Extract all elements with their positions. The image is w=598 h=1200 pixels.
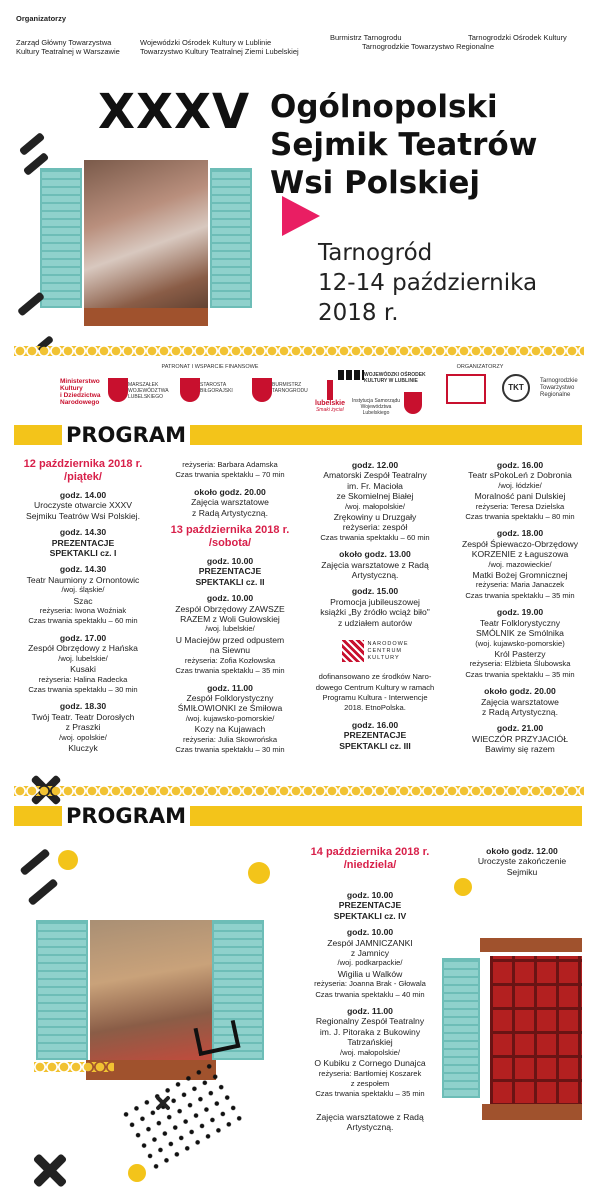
- event-time: godz. 10.00: [346, 890, 394, 900]
- event-line: Zajęcia warsztatowe z Radą: [316, 1111, 424, 1122]
- event-line: Kluczyk: [68, 742, 98, 753]
- event-line: SPEKTAKLI cz. III: [339, 740, 411, 751]
- x-mark-icon-2: [154, 1094, 172, 1112]
- yellow-dot-2: [248, 862, 270, 884]
- event-time: godz. 18.30: [59, 701, 107, 712]
- event-line: Czas trwania spektaklu – 80 min: [465, 512, 575, 522]
- left-shutter: [40, 168, 82, 308]
- tok-logo-icon: [446, 374, 486, 404]
- yellow-dot-3: [454, 878, 472, 896]
- event-line: Regionalny Zespół Teatralny: [315, 1016, 425, 1027]
- event-line: PREZENTACJE: [338, 900, 402, 911]
- event-line: /woj. lubelskie/: [58, 653, 108, 663]
- event-line: Uroczyste otwarcie XXXV: [34, 500, 132, 511]
- funding-line: dowego Centrum Kultury w ramach: [315, 682, 435, 692]
- event-line: (woj. kujawsko-pomorskie): [475, 638, 565, 648]
- event-line: Moralność pani Dulskiej: [474, 491, 566, 502]
- event-time: godz. 21.00: [496, 723, 544, 734]
- event-line: O Kubiku z Cornego Dunajca: [314, 1058, 426, 1069]
- event-time: około godz. 13.00: [339, 549, 411, 560]
- lubelskie-logo: [312, 380, 348, 413]
- event-line: /woj. śląskie/: [61, 585, 105, 595]
- event-line: /woj. kujawsko-pomorskie/: [185, 713, 275, 723]
- event-line: PREZENTACJE: [198, 566, 262, 577]
- organizers-short-label: ORGANIZATORZY: [456, 364, 504, 370]
- event-line: Zespół Obrzędowy z Hańska: [28, 643, 138, 654]
- side-shutter: [442, 958, 480, 1098]
- left-shutter-2: [36, 920, 88, 1060]
- flower-box-3: [482, 1104, 582, 1120]
- tkt-logo: TKT: [502, 374, 530, 402]
- lubelskie-tagline: Smaki życia!: [315, 407, 345, 413]
- event-time: godz. 18.00: [496, 528, 544, 539]
- program2-colA: [290, 846, 450, 1133]
- event-line: Promocja jubileuszowej: [330, 596, 420, 607]
- decor-dash-6: [27, 878, 58, 906]
- event-line: Czas trwania spektaklu – 60 min: [28, 616, 138, 626]
- event-time: godz. 14.30: [59, 527, 107, 538]
- event-line: Kozy na Kujawach: [194, 724, 266, 735]
- program1-col3: [302, 460, 448, 751]
- event-line: Artystyczną.: [346, 1122, 394, 1133]
- starosta-crest-icon: [180, 378, 200, 402]
- yellow-dot-4: [128, 1164, 146, 1182]
- event-line: reżyseria: Zofia Kozłowska: [184, 655, 276, 665]
- ministry-line-4: Narodowego: [60, 399, 100, 406]
- event-time: godz. 11.00: [347, 1006, 393, 1017]
- event-time: godz. 14.30: [59, 564, 107, 575]
- event-time: godz. 12.00: [351, 460, 399, 470]
- event-line: reżyseria: Barbara Adamska: [182, 460, 278, 469]
- event-line: Szac: [73, 595, 93, 606]
- event-line: Matki Bożej Gromnicznej: [472, 570, 568, 581]
- title-line-2: Sejmik Teatrów: [270, 127, 538, 163]
- patronage-label: PATRONAT I WSPARCIE FINANSOWE: [161, 364, 259, 370]
- event-line: z Jamnicy: [350, 948, 390, 959]
- right-shutter: [210, 168, 252, 308]
- event-line: im. Fr. Macioła: [347, 480, 403, 491]
- event-line: z Radą Artystyczną.: [482, 706, 558, 717]
- program2-colB: [452, 846, 592, 877]
- event-line: z zespołem: [350, 1078, 390, 1088]
- weekday-sunday: /niedziela/: [343, 859, 397, 871]
- nck-logo: [302, 640, 448, 662]
- wave-fragment: [34, 1062, 114, 1072]
- event-line: U Maciejów przed odpustem: [175, 634, 285, 645]
- event-line: Zajęcia warsztatowe: [481, 696, 559, 707]
- instytucja-label: Instytucja Samorządu Województwa Lubelskiego: [351, 398, 401, 416]
- festival-place: Tarnogród: [318, 240, 433, 266]
- program1-col1: [10, 458, 156, 753]
- event-line: /woj. mazowieckie/: [488, 559, 552, 569]
- event-line: reżyseria: Julia Skowrońska: [182, 734, 278, 744]
- red-window-panes: [490, 956, 582, 1106]
- event-line: Bawimy się razem: [485, 744, 555, 755]
- organizer-3-line1: Burmistrz Tarnogrodu: [330, 33, 402, 42]
- event-time: godz. 16.00: [496, 460, 544, 470]
- event-line: Zajęcia warsztatowe: [191, 497, 269, 508]
- event-time: godz. 10.00: [206, 593, 254, 604]
- event-line: Czas trwania spektaklu – 30 min: [28, 684, 138, 694]
- event-line: Zespół Folklorystyczny: [186, 692, 274, 703]
- mayor-label: BURMISTRZ TARNOGRODU: [272, 382, 308, 394]
- program2-heading: PROGRAM: [62, 804, 190, 828]
- event-time: godz. 17.00: [59, 632, 107, 643]
- event-line: reżyseria: Elżbieta Ślubowska: [469, 659, 571, 669]
- event-time: godz. 15.00: [351, 586, 399, 597]
- event-line: SPEKTAKLI cz. IV: [333, 910, 407, 921]
- event-line: na Siewnu: [209, 645, 251, 656]
- event-line: Czas trwania spektaklu – 35 min: [465, 590, 575, 600]
- organizer-2-line2: Towarzystwo Kultury Teatralnej Ziemi Lubelskiej: [140, 47, 299, 56]
- event-time: godz. 10.00: [346, 927, 394, 938]
- organizer-1-line2: Kultury Teatralnej w Warszawie: [16, 47, 120, 56]
- funding-line: Programu Kultura - Interwencje: [322, 692, 428, 702]
- event-time: około godz. 20.00: [194, 486, 266, 497]
- day-saturday: 13 października 2018 r.: [170, 524, 290, 537]
- funding-line: 2018. EtnoPolska.: [344, 703, 406, 713]
- nck-line-1: NARODOWE: [367, 640, 409, 647]
- event-line: /woj. małopolskie/: [340, 1047, 400, 1057]
- event-line: Teatr Naumiony z Ornontowic: [26, 574, 140, 585]
- event-line: Zespół JAMNICZANKI: [327, 937, 413, 948]
- program2-window-image-2: [442, 938, 582, 1128]
- event-line: PREZENTACJE: [51, 537, 115, 548]
- organizers-label: Organizatorzy: [16, 14, 67, 23]
- event-line: Czas trwania spektaklu – 30 min: [175, 744, 285, 754]
- event-line: reżyseria: zespół: [342, 522, 408, 533]
- day-sunday: 14 października 2018 r.: [310, 846, 430, 858]
- event-line: ŚMIŁOWIONKI ze Śmiłowa: [177, 703, 283, 714]
- event-line: RAZEM z Woli Gułowskiej: [180, 614, 280, 625]
- lubelskie-mark: [327, 380, 333, 400]
- flower-box: [84, 308, 208, 326]
- event-time: godz. 16.00: [351, 719, 399, 730]
- event-time: godz. 10.00: [206, 556, 254, 567]
- ministry-line-2: Kultury: [60, 385, 83, 392]
- yellow-dot-1: [58, 850, 78, 870]
- dancers-photo: [84, 160, 208, 316]
- event-line: reżyseria: Iwona Woźniak: [39, 606, 127, 616]
- nck-logo-icon: [342, 640, 364, 662]
- event-time: godz. 14.00: [59, 490, 107, 500]
- organizer-1-line1: Zarząd Główny Towarzystwa: [16, 38, 112, 47]
- event-line: z Radą Artystyczną.: [192, 507, 268, 518]
- region-crest-icon: [404, 392, 422, 414]
- event-line: Czas trwania spektaklu – 35 min: [465, 669, 575, 679]
- lubelskie-text: lubelskie: [315, 400, 345, 407]
- event-line: reżyseria: Bartłomiej Koszarek: [318, 1068, 422, 1078]
- ministry-logo: [60, 378, 100, 406]
- event-line: Czas trwania spektaklu – 40 min: [315, 989, 425, 999]
- event-line: ze Skomielnej Białej: [336, 491, 414, 502]
- program1-heading: PROGRAM: [62, 423, 190, 447]
- event-line: Twój Teatr. Teatr Dorosłych: [31, 711, 135, 722]
- ttr-line-2: Towarzystwo: [540, 385, 575, 391]
- festival-dates: 12-14 października: [318, 270, 538, 296]
- ttr-line-3: Regionalne: [540, 392, 571, 398]
- title-line-1: Ogólnopolski: [270, 89, 498, 125]
- event-line: Tatrzańskiej: [347, 1037, 393, 1048]
- funding-line: dofinansowano ze środków Naro-: [318, 672, 432, 682]
- event-line: reżyseria: Maria Janaczek: [475, 580, 565, 590]
- marshal-crest-icon: [108, 378, 128, 402]
- organizer-2: [140, 38, 299, 56]
- event-line: /woj. łódzkie/: [498, 480, 542, 490]
- festival-title: [270, 88, 537, 202]
- event-line: Czas trwania spektaklu – 35 min: [175, 666, 285, 676]
- play-triangle: [282, 196, 320, 236]
- event-line: Artystyczną.: [351, 570, 399, 581]
- event-line: książki „By źródło wciąż biło": [320, 607, 430, 618]
- wok-logo-icon: [338, 370, 364, 380]
- weekday-saturday: /sobota/: [208, 537, 252, 550]
- ttr-label: [540, 378, 578, 399]
- event-line: Amatorski Zespół Teatralny: [323, 470, 427, 481]
- program1-col4: [446, 460, 594, 755]
- program1-col2: [156, 460, 304, 755]
- event-time: około godz. 12.00: [486, 846, 558, 856]
- weekday-friday: /piątek/: [64, 471, 102, 483]
- event-line: reżyseria: Halina Radecka: [38, 674, 128, 684]
- event-line: Wigilia u Walków: [337, 968, 403, 979]
- ministry-line-3: i Dziedzictwa: [60, 392, 101, 399]
- header-window-image: [40, 150, 250, 320]
- event-line: Teatr Folklorystyczny: [479, 617, 561, 628]
- nck-line-2: CENTRUM: [367, 647, 402, 654]
- event-line: SPEKTAKLI cz. II: [195, 576, 265, 587]
- organizer-3-line2: Tarnogrodzkie Towarzystwo Regionalne: [362, 42, 495, 51]
- festival-place-date: [318, 238, 537, 328]
- event-line: Zespół Śpiewaczo-Obrzędowy: [461, 538, 579, 549]
- event-line: reżyseria: Joanna Brak - Głowala: [314, 979, 426, 989]
- ministry-line-1: Ministerstwo: [60, 378, 100, 385]
- program2-window-image: [36, 920, 266, 1080]
- event-line: PREZENTACJE: [343, 730, 407, 741]
- day-friday: 12 października 2018 r.: [23, 458, 143, 470]
- organizer-2-line1: Wojewódzki Ośrodek Kultury w Lublinie: [140, 38, 272, 47]
- starosta-label: STAROSTA BIŁGORAJSKI: [200, 382, 233, 394]
- event-line: Zrękowiny u Druzgały: [333, 512, 417, 523]
- event-line: Czas trwania spektaklu – 70 min: [175, 470, 285, 480]
- event-line: Kusaki: [70, 664, 96, 675]
- event-line: /woj. opolskie/: [59, 732, 107, 742]
- event-line: /woj. podkarpackie/: [337, 958, 403, 968]
- yellow-wave-divider-2: [14, 786, 584, 796]
- x-mark-icon-3: [30, 1150, 70, 1190]
- event-line: Czas trwania spektaklu – 35 min: [315, 1089, 425, 1099]
- event-line: /woj. małopolskie/: [345, 501, 405, 511]
- event-line: SPEKTAKLI cz. I: [49, 548, 117, 559]
- event-line: z Praszki: [65, 722, 101, 733]
- event-line: Uroczyste zakończenie: [477, 856, 567, 867]
- event-line: WIECZÓR PRZYJACIÓŁ: [472, 733, 568, 744]
- event-line: KORZENIE z Łaguszowa: [471, 549, 569, 560]
- nck-line-3: KULTURY: [367, 654, 400, 661]
- event-line: Sejmiku Teatrów Wsi Polskiej.: [26, 510, 140, 521]
- event-line: SMÓLNIK ze Smólnika: [476, 628, 564, 639]
- event-time: godz. 11.00: [207, 682, 253, 693]
- decor-dash-5: [19, 848, 50, 876]
- event-line: Teatr sPokoLeń z Dobronia: [468, 470, 572, 481]
- edition-number: XXXV: [98, 84, 251, 140]
- event-line: im. J. Pitoraka z Bukowiny: [319, 1026, 421, 1037]
- event-line: Król Pasterzy: [494, 648, 546, 659]
- marshal-label: MARSZAŁEK WOJEWÓDZTWA LUBELSKIEGO: [128, 382, 169, 400]
- organizer-4: Tarnogrodzki Ośrodek Kultury: [468, 33, 567, 42]
- event-line: z udziałem autorów: [337, 617, 413, 628]
- festival-year: 2018 r.: [318, 300, 399, 326]
- yellow-wave-divider: [14, 346, 584, 356]
- event-line: Sejmiku: [506, 866, 538, 877]
- ttr-line-1: Tarnogrodzkie: [540, 378, 578, 384]
- wok-label: WOJEWÓDZKI OŚRODEK KULTURY W LUBLINIE: [364, 372, 426, 384]
- window-roof: [480, 938, 582, 952]
- event-time: godz. 19.00: [496, 607, 544, 618]
- event-line: reżyseria: Teresa Dzielska: [475, 501, 565, 511]
- mayor-crest-icon: [252, 378, 272, 402]
- event-time: około godz. 20.00: [484, 686, 556, 697]
- event-line: Czas trwania spektaklu – 60 min: [320, 532, 430, 542]
- event-line: /woj. lubelskie/: [205, 624, 255, 634]
- organizer-1: [16, 38, 120, 56]
- title-line-3: Wsi Polskiej: [270, 165, 481, 201]
- event-line: Zajęcia warsztatowe z Radą: [321, 559, 429, 570]
- event-line: Zespół Obrzędowy ZAWSZE: [175, 603, 285, 614]
